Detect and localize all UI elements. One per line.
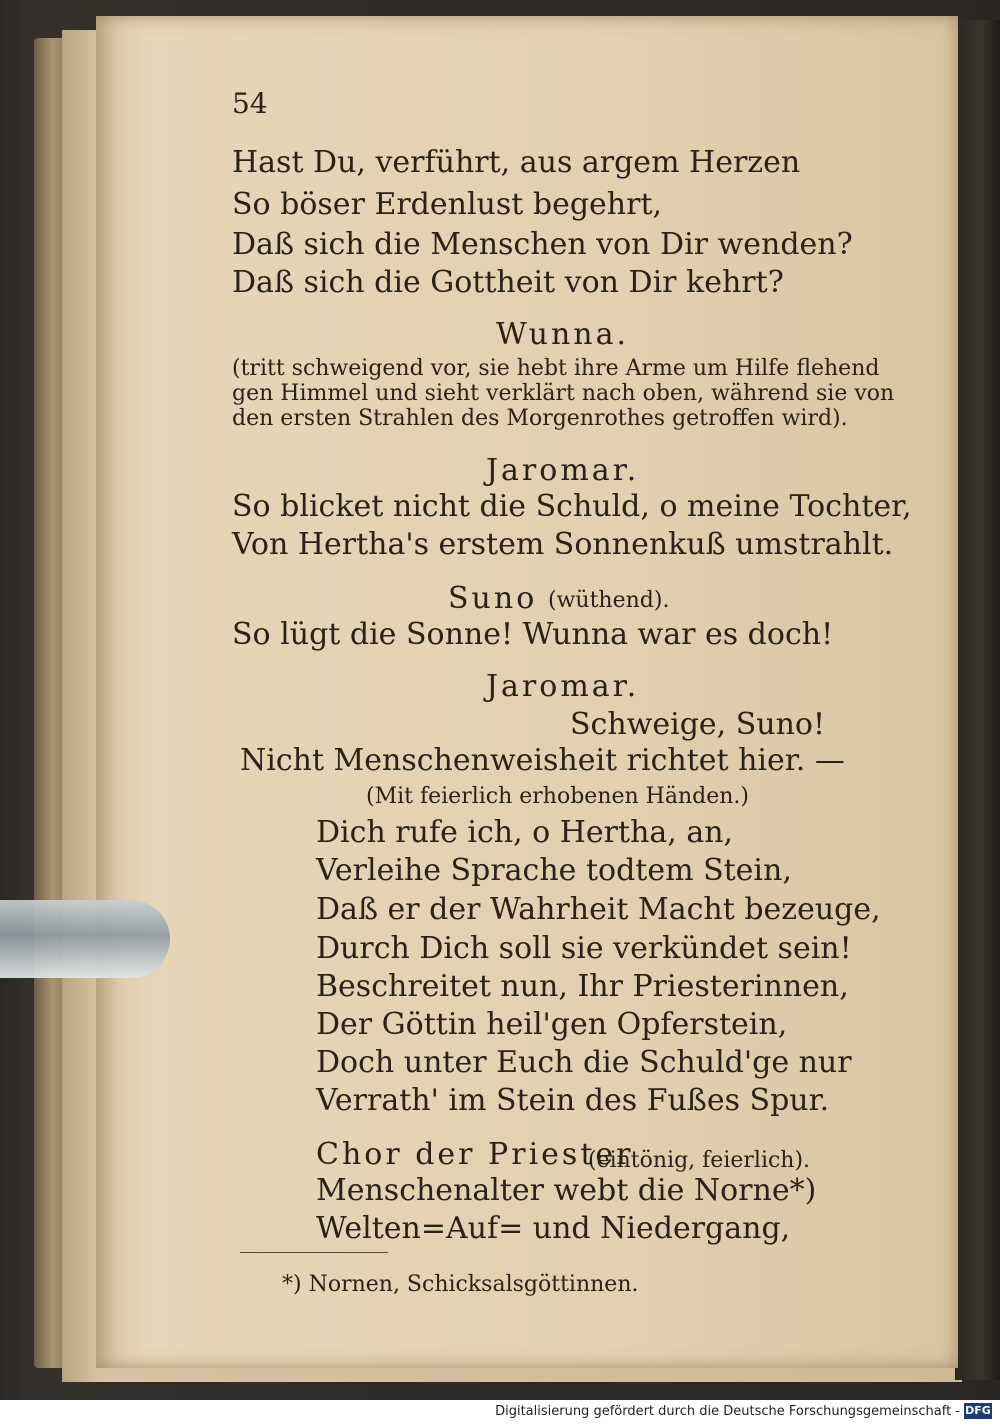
verse-line: Daß sich die Gottheit von Dir kehrt?: [232, 265, 784, 300]
footnote-rule: [240, 1252, 388, 1253]
speaker-name: Jaromar.: [486, 453, 640, 488]
speaker-name: Jaromar.: [486, 669, 640, 704]
verse-line: Menschenalter webt die Norne*): [316, 1173, 817, 1208]
verse-line: Daß er der Wahrheit Macht bezeuge,: [316, 892, 881, 927]
stage-direction: (eintönig, feierlich).: [588, 1148, 811, 1173]
verse-line: So blicket nicht die Schuld, o meine Tochter,: [232, 489, 912, 524]
verse-line: Durch Dich soll sie verkündet sein!: [316, 931, 852, 966]
speaker-name: Suno: [448, 581, 538, 616]
verse-line: Der Göttin heil'gen Opferstein,: [316, 1007, 788, 1042]
speaker-name: Chor der Priester: [316, 1137, 634, 1172]
page-number: 54: [232, 87, 268, 120]
digitization-credit: Digitalisierung gefördert durch die Deutsche Forschungsgemeinschaft -: [495, 1404, 960, 1419]
dfg-logo-icon: DFG: [965, 1404, 991, 1417]
verse-line: Verrath' im Stein des Fußes Spur.: [316, 1083, 830, 1118]
speaker-name: Wunna.: [496, 317, 630, 352]
stage-direction: (wüthend).: [548, 588, 670, 613]
verse-line: Nicht Menschenweisheit richtet hier. —: [240, 743, 845, 778]
footnote: *) Nornen, Schicksalsgöttinnen.: [282, 1272, 639, 1297]
verse-line: Welten=Auf= und Niedergang,: [316, 1211, 791, 1246]
verse-line: Verleihe Sprache todtem Stein,: [316, 853, 792, 888]
verse-line: Schweige, Suno!: [570, 707, 826, 742]
verse-line: So böser Erdenlust begehrt,: [232, 187, 663, 222]
verse-line: Daß sich die Menschen von Dir wenden?: [232, 227, 853, 262]
stage-direction: (Mit feierlich erhobenen Händen.): [366, 784, 749, 809]
verse-line: Doch unter Euch die Schuld'ge nur: [316, 1045, 852, 1080]
stage-direction: den ersten Strahlen des Morgenrothes getroffen wird).: [232, 406, 848, 431]
stage-direction: gen Himmel und sieht verklärt nach oben, während sie von: [232, 381, 895, 406]
verse-line: So lügt die Sonne! Wunna war es doch!: [232, 617, 834, 652]
verse-line: Hast Du, verführt, aus argem Herzen: [232, 145, 801, 180]
verse-line: Dich rufe ich, o Hertha, an,: [316, 815, 734, 850]
stage-direction: (tritt schweigend vor, sie hebt ihre Arme um Hilfe flehend: [232, 356, 880, 381]
verse-line: Beschreitet nun, Ihr Priesterinnen,: [316, 969, 849, 1004]
verse-line: Von Hertha's erstem Sonnenkuß umstrahlt.: [232, 527, 894, 562]
